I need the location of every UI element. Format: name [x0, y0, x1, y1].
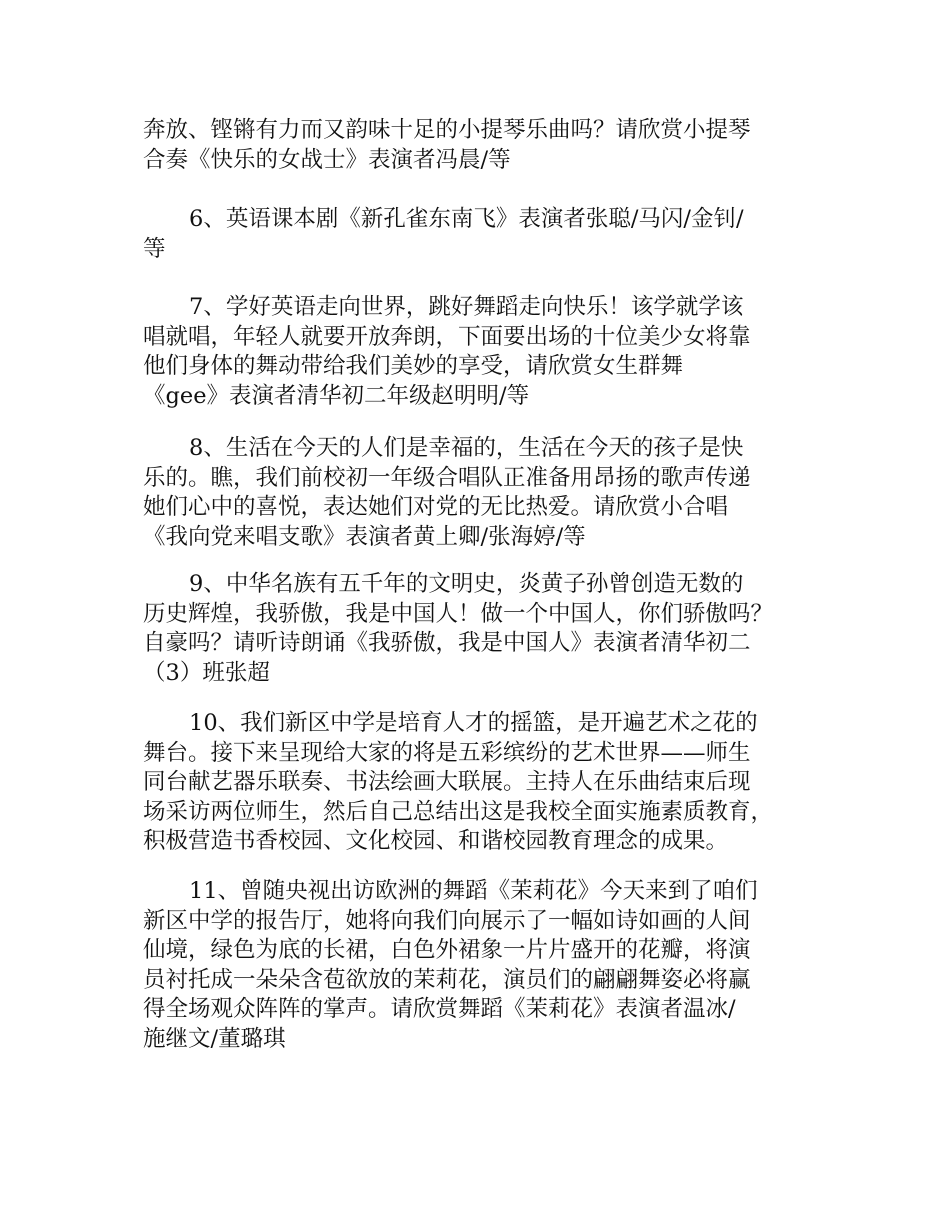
- paragraph-7: [143, 293, 833, 411]
- text-line: 等: [143, 235, 166, 262]
- paragraph-8: [143, 434, 833, 552]
- text-line: 《我向党来唱支歌》表演者黄上卿/张海婷/等: [143, 523, 586, 550]
- text-line: （3）班张超: [143, 659, 270, 686]
- text-line: 11、曾随央视出访欧洲的舞蹈《茉莉花》今天来到了咱们: [189, 878, 758, 904]
- text-line: 唱就唱，年轻人就要开放奔朗，下面要出场的十位美少女将靠: [143, 323, 751, 350]
- text-line: 自豪吗？请听诗朗诵《我骄傲，我是中国人》表演者清华初二: [143, 630, 751, 656]
- paragraph-9: [143, 570, 833, 688]
- text-line: 她们心中的喜悦，表达她们对党的无比热爱。请欣赏小合唱: [143, 494, 729, 520]
- text-line: 10、我们新区中学是培育人才的摇篮，是开遍艺术之花的: [189, 710, 758, 736]
- text-line: 乐的。瞧，我们前校初一年级合唱队正准备用昂扬的歌声传递: [143, 464, 751, 491]
- text-line: 得全场观众阵阵的掌声。请欣赏舞蹈《茉莉花》表演者温冰/: [143, 996, 736, 1022]
- paragraph-11: [143, 877, 833, 1054]
- paragraph-10: [143, 709, 833, 857]
- paragraph-5-continuation: [143, 116, 833, 175]
- text-line: 6、英语课本剧《新孔雀东南飞》表演者张聪/马闪/金钊/: [189, 206, 744, 232]
- text-line: 仙境，绿色为底的长裙，白色外裙象一片片盛开的花瓣，将演: [143, 937, 751, 963]
- text-line: 新区中学的报告厅，她将向我们向展示了一幅如诗如画的人间: [143, 907, 751, 934]
- text-line: 舞台。接下来呈现给大家的将是五彩缤纷的艺术世界——师生: [143, 739, 751, 766]
- paragraph-6: [143, 205, 833, 264]
- text-line: 8、生活在今天的人们是幸福的，生活在今天的孩子是快: [189, 435, 744, 461]
- text-line: 场采访两位师生，然后自己总结出这是我校全面实施素质教育，: [143, 798, 774, 825]
- text-line: 积极营造书香校园、文化校园、和谐校园教育理念的成果。: [143, 828, 729, 854]
- text-line: 员衬托成一朵朵含苞欲放的茉莉花，演员们的翩翩舞姿必将赢: [143, 966, 751, 993]
- text-line: 他们身体的舞动带给我们美妙的享受，请欣赏女生群舞: [143, 353, 684, 379]
- text-line: 奔放、铿锵有力而又韵味十足的小提琴乐曲吗？请欣赏小提琴: [143, 117, 751, 143]
- text-line: 同台献艺器乐联奏、书法绘画大联展。主持人在乐曲结束后现: [143, 769, 751, 795]
- text-line: 9、中华名族有五千年的文明史，炎黄子孙曾创造无数的: [189, 571, 744, 597]
- text-line: 7、学好英语走向世界，跳好舞蹈走向快乐！该学就学该: [189, 294, 744, 320]
- text-line: 《gee》表演者清华初二年级赵明明/等: [143, 382, 530, 409]
- text-line: 历史辉煌，我骄傲，我是中国人！做一个中国人，你们骄傲吗？: [143, 600, 774, 627]
- text-line: 施继文/董璐琪: [143, 1025, 286, 1052]
- text-line: 合奏《快乐的女战士》表演者冯晨/等: [143, 146, 511, 173]
